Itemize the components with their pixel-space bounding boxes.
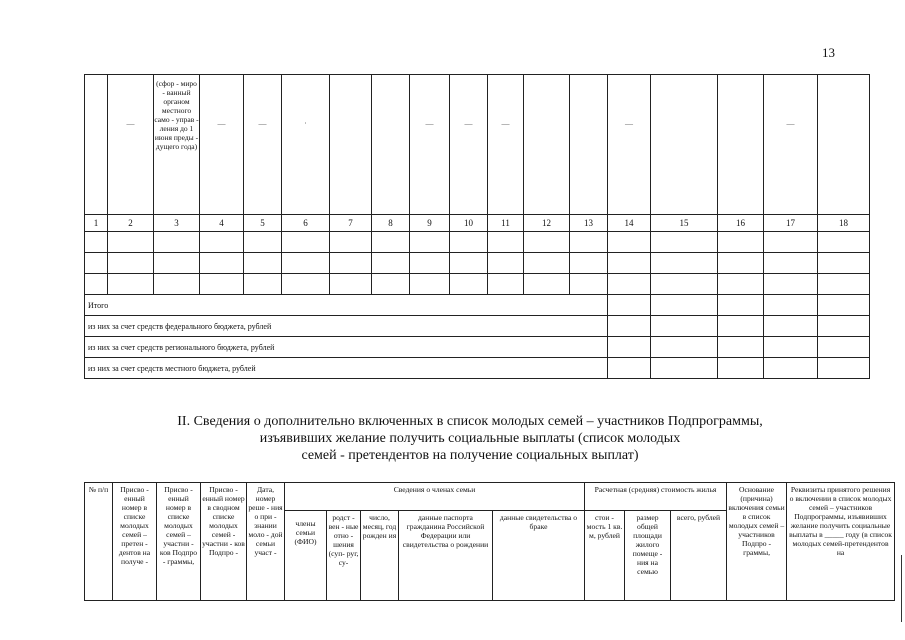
column-number: 14 [608,215,651,232]
column-number: 12 [524,215,570,232]
header-cell: — [488,75,524,215]
column-number: 2 [108,215,154,232]
section-heading [120,413,820,464]
header-cell: — [764,75,818,215]
column-number: 7 [330,215,372,232]
header-inclusion-basis: Основание (причина) включения семьи в список молодых семей – участников Подпро - граммы, [727,483,787,601]
subheader-area: размер общей площади жилого помеще - ния на семью [625,511,671,601]
header-cell [570,75,608,215]
header-cell: — [608,75,651,215]
summary-label: Итого [85,295,608,316]
heading-line: изъявивших желание получить социальные выплаты (список молодых [259,431,681,446]
column-number: 15 [651,215,718,232]
heading-line: семей - претендентов на получение социальных выплат) [301,448,639,463]
header-cell: — [450,75,488,215]
header-cell [651,75,718,215]
column-number: 5 [244,215,282,232]
column-number: 10 [450,215,488,232]
subheader-total: всего, рублей [671,511,727,601]
header-housing-cost: Расчетная (средняя) стоимость жилья [585,483,727,511]
column-number: 9 [410,215,450,232]
summary-label: из них за счет средств федерального бюджета, рублей [85,316,608,337]
column-number: 17 [764,215,818,232]
header-cell: — [410,75,450,215]
column-number: 3 [154,215,200,232]
header-cell: — [108,75,154,215]
scan-edge-mark [901,600,905,622]
header-cell: — [200,75,244,215]
scan-edge-mark [901,555,905,601]
summary-row-federal [85,316,870,337]
page-number: 13 [822,45,835,60]
summary-row-regional [85,337,870,358]
summary-row-local [85,358,870,379]
header-cell [818,75,870,215]
header-decision-date: Дата, номер реше - ния о при - знании моло - дой семьи участ - [247,483,285,601]
column-number: 4 [200,215,244,232]
column-number: 6 [282,215,330,232]
subheader-cost-sqm: стои - мость 1 кв. м, рублей [585,511,625,601]
column-number: 18 [818,215,870,232]
header-cell [330,75,372,215]
header-cell-col3: (сфор - миро - ванный органом местного само - управ - ления до 1 июня преды - дущего года) [154,75,200,215]
subheader-members: члены семьи (ФИО) [285,511,327,601]
header-cell [718,75,764,215]
header-decision-requisites: Реквизиты принятого решения о включении в список молодых семей – участников Подпрограммы, изъявивших желание получить социальные выплаты в _____ году (в список молодых семей-претендентов на [787,483,895,601]
table-row [85,253,870,274]
summary-label: из них за счет средств местного бюджета, рублей [85,358,608,379]
column-number: 1 [85,215,108,232]
header-family-members: Сведения о членах семьи [285,483,585,511]
participants-table-continuation [84,74,870,379]
header-number: № п/п [85,483,113,601]
column-number: 16 [718,215,764,232]
summary-label: из них за счет средств регионального бюджета, рублей [85,337,608,358]
header-cell [372,75,410,215]
additional-families-table [84,482,895,601]
heading-line: II. Сведения о дополнительно включенных в список молодых семей – участников Подпрограммы, [177,414,763,429]
header-cell: — [244,75,282,215]
column-number: 13 [570,215,608,232]
header-consolidated-number: Присво - енный номер в сводном списке молодых семей - участни - ков Подпро - [201,483,247,601]
subheader-relation: родст - вен - ные отно - шения (суп- руг, су- [327,511,361,601]
header-cell: · [282,75,330,215]
header-claimant-number: Присво - енный номер в списке молодых семей – претен - дентов на получе - [113,483,157,601]
header-cell [524,75,570,215]
table-row [85,232,870,253]
header-cell [85,75,108,215]
subheader-passport: данные паспорта гражданина Российской Федерации или свидетельства о рождении [399,511,493,601]
column-number: 8 [372,215,410,232]
subheader-marriage: данные свидетельства о браке [493,511,585,601]
column-number: 11 [488,215,524,232]
table-row [85,274,870,295]
header-participant-number: Присво - енный номер в списке молодых семей – участни - ков Подпро - граммы, [157,483,201,601]
subheader-birthdate: число, месяц, год рожден ия [361,511,399,601]
summary-row-total [85,295,870,316]
